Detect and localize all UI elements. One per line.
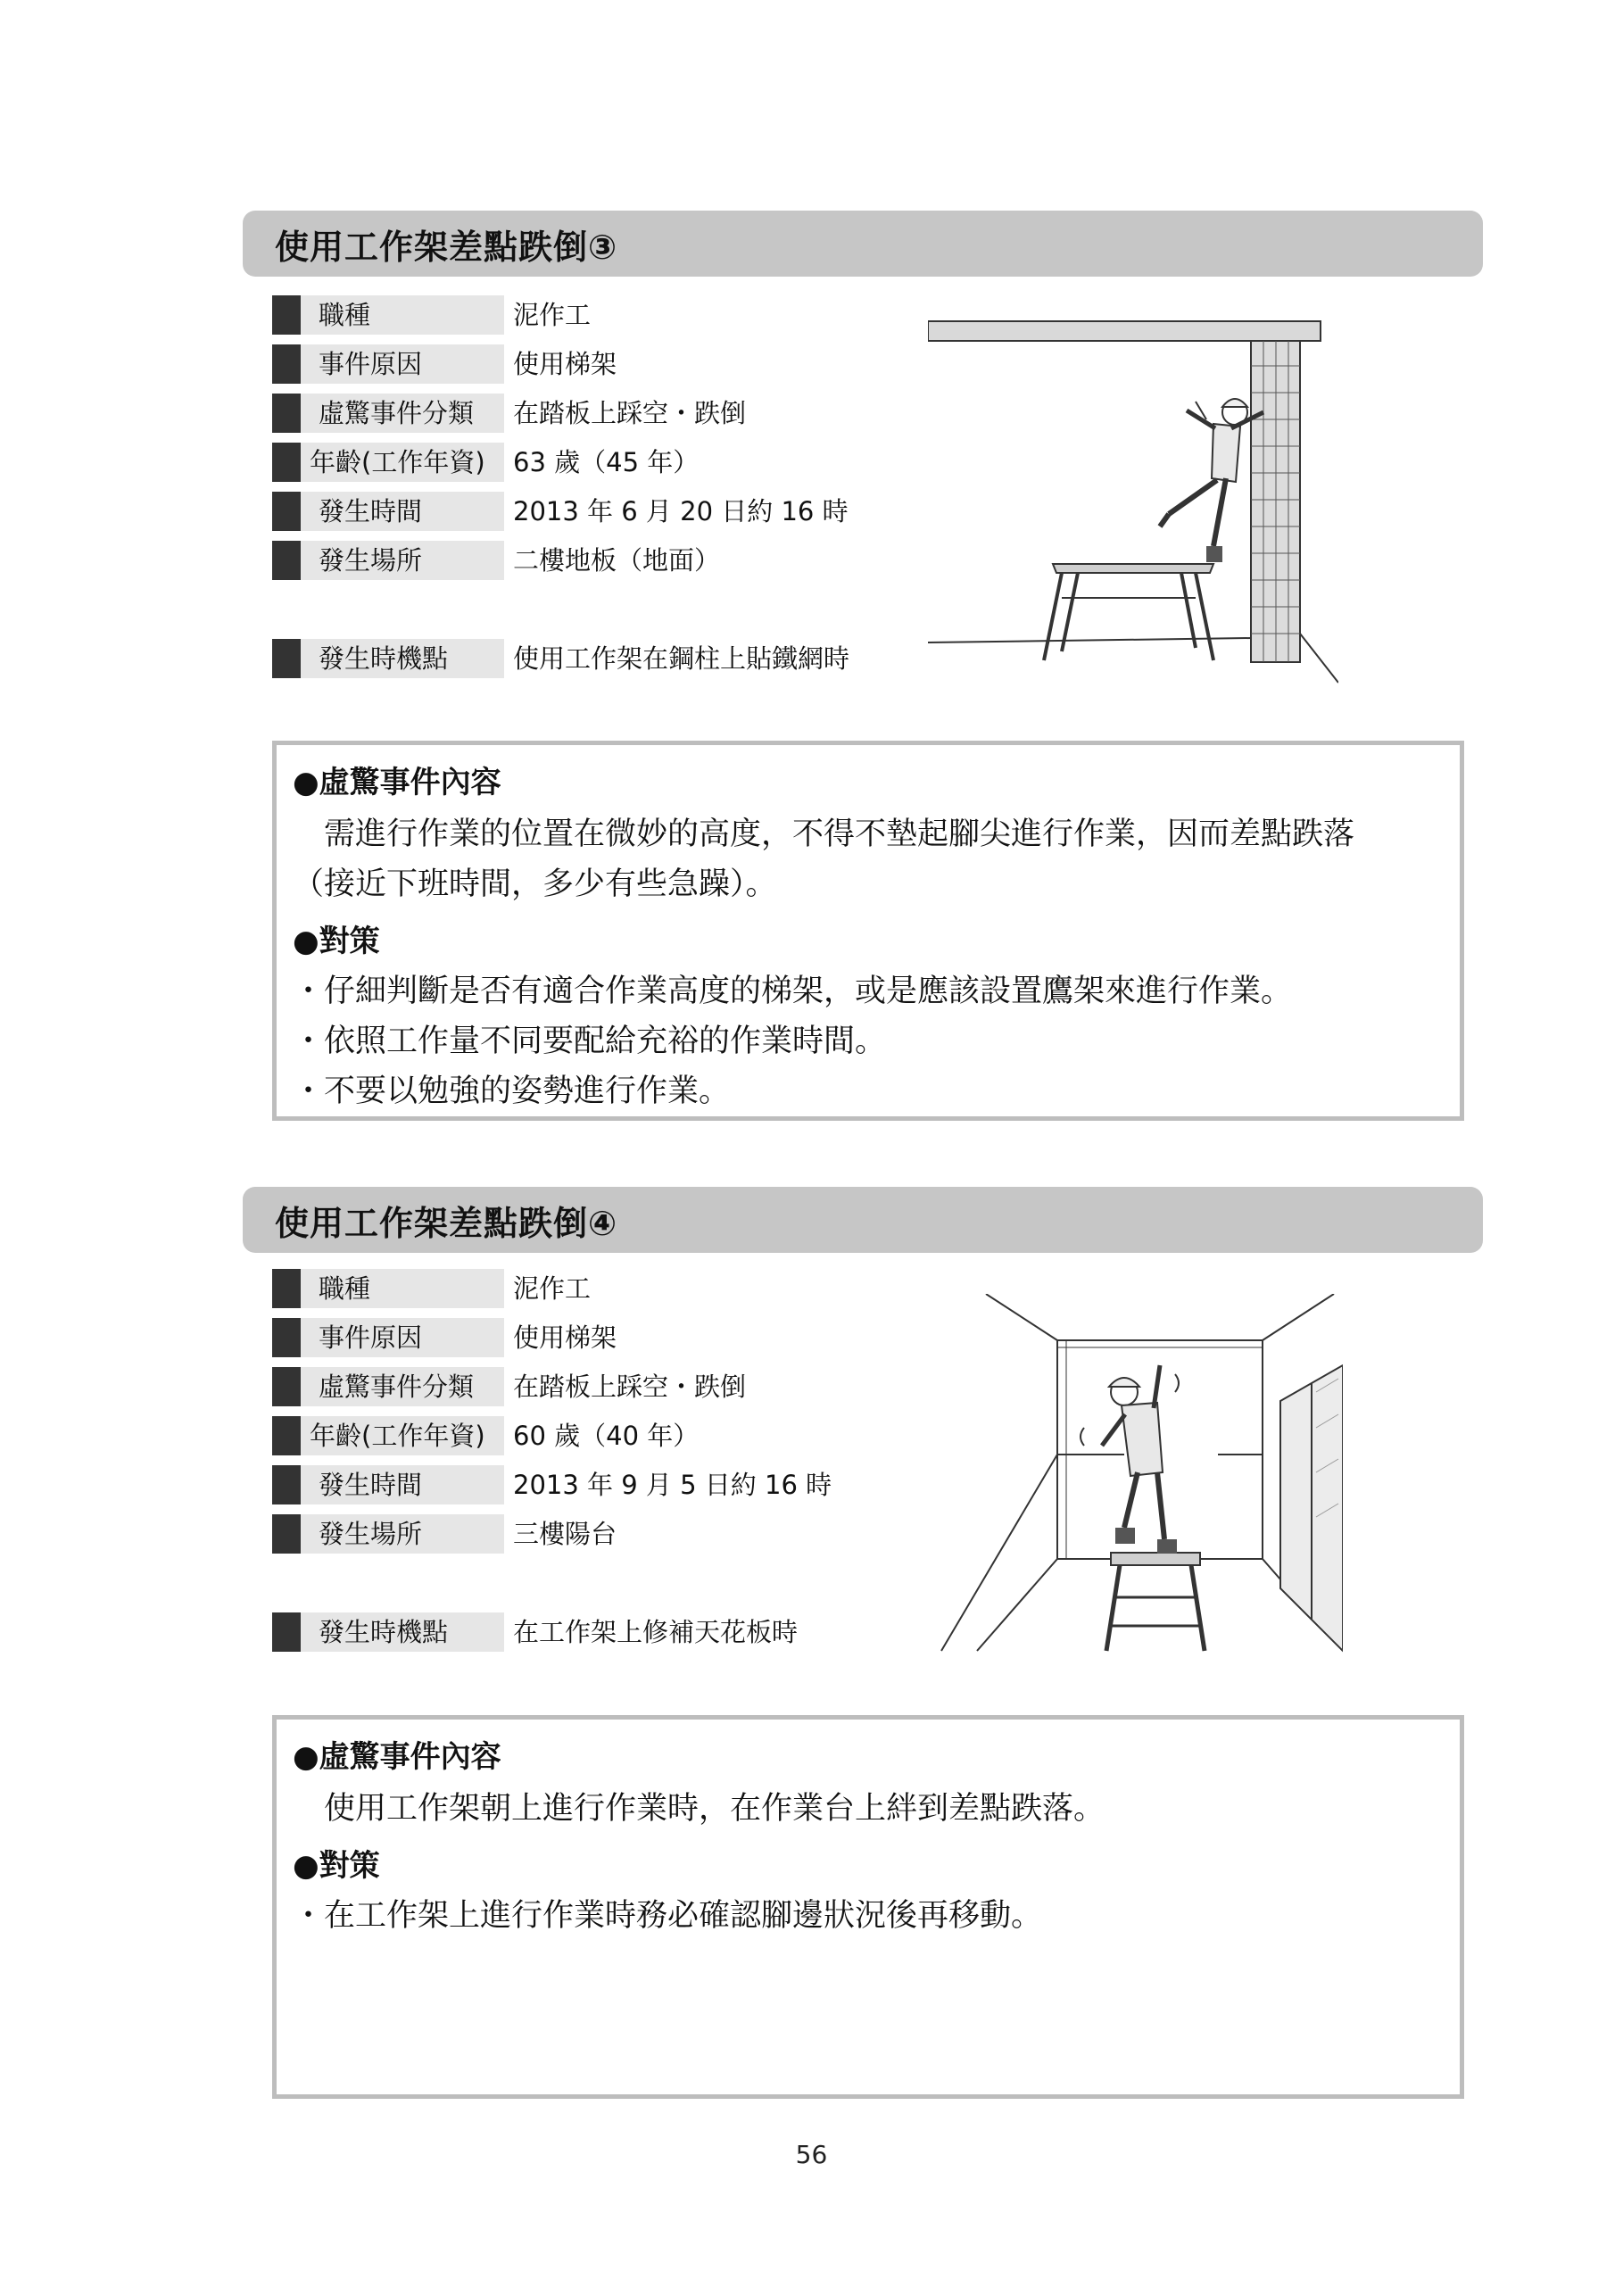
row-value: 在踏板上踩空・跌倒 [513, 398, 747, 428]
row-value: 泥作工 [513, 1273, 592, 1304]
incident-content-heading: ●虛驚事件內容 [293, 765, 501, 800]
row-marker [272, 1269, 301, 1308]
row-label: 職種 [301, 295, 504, 335]
measure-item: ・不要以勉強的姿勢進行作業。 [293, 1073, 731, 1109]
row-value: 在工作架上修補天花板時 [513, 1617, 799, 1647]
info-row-time [272, 1465, 986, 1504]
row-label: 發生場所 [301, 541, 504, 580]
row-label: 年齡(工作年資) [301, 1416, 504, 1455]
row-value: 使用梯架 [513, 1322, 617, 1353]
row-marker [272, 443, 301, 482]
info-row-time [272, 492, 986, 531]
row-value: 使用工作架在鋼柱上貼鐵網時 [513, 643, 850, 674]
row-value: 三樓陽台 [513, 1519, 617, 1549]
section-1-content-box [272, 741, 1464, 1121]
row-label: 發生時間 [301, 1465, 504, 1504]
info-row-age [272, 1416, 986, 1455]
measures-heading: ●對策 [293, 1848, 380, 1884]
row-marker [272, 1367, 301, 1406]
row-marker [272, 639, 301, 678]
info-row-place [272, 1514, 986, 1554]
section-2-title: 使用工作架差點跌倒④ [275, 1204, 618, 1243]
row-marker [272, 394, 301, 433]
info-row-moment [272, 639, 986, 678]
row-label: 發生時間 [301, 492, 504, 531]
info-row-cause [272, 344, 986, 384]
section-2-title-bar [243, 1187, 1483, 1253]
row-value: 使用梯架 [513, 349, 617, 379]
info-row-moment [272, 1612, 986, 1652]
measure-item: ・依照工作量不同要配給充裕的作業時間。 [293, 1024, 887, 1059]
info-row-age [272, 443, 986, 482]
page-number: 56 [795, 2140, 828, 2169]
row-marker [272, 541, 301, 580]
measure-item: ・仔細判斷是否有適合作業高度的梯架，或是應該設置鷹架來進行作業。 [293, 974, 1293, 1009]
row-value: 泥作工 [513, 300, 592, 330]
section-2-content-box [272, 1715, 1464, 2099]
row-label: 發生時機點 [301, 1612, 504, 1652]
info-row-category [272, 1367, 986, 1406]
measures-heading: ●對策 [293, 924, 380, 959]
row-value: 60 歲（40 年） [513, 1421, 700, 1451]
row-label: 年齡(工作年資) [301, 443, 504, 482]
section-1-title: 使用工作架差點跌倒③ [275, 228, 618, 267]
row-value: 63 歲（45 年） [513, 447, 700, 477]
illustration-worker-stumbling-on-stand [923, 1294, 1343, 1660]
info-row-place [272, 541, 986, 580]
info-row-job-type [272, 1269, 986, 1308]
info-row-cause [272, 1318, 986, 1357]
row-marker [272, 1465, 301, 1504]
row-marker [272, 1514, 301, 1554]
row-label: 發生場所 [301, 1514, 504, 1554]
illustration-worker-on-trestle-column [928, 312, 1338, 687]
incident-content-line: 需進行作業的位置在微妙的高度，不得不墊起腳尖進行作業，因而差點跌落 [293, 816, 1355, 852]
row-label: 虛驚事件分類 [301, 394, 504, 433]
row-label: 職種 [301, 1269, 504, 1308]
row-marker [272, 492, 301, 531]
row-label: 虛驚事件分類 [301, 1367, 504, 1406]
info-row-job-type [272, 295, 986, 335]
row-marker [272, 1612, 301, 1652]
row-marker [272, 1318, 301, 1357]
row-value: 2013 年 9 月 5 日約 16 時 [513, 1470, 832, 1500]
row-value: 二樓地板（地面） [513, 545, 721, 576]
row-label: 發生時機點 [301, 639, 504, 678]
info-row-category [272, 394, 986, 433]
row-value: 2013 年 6 月 20 日約 16 時 [513, 496, 849, 526]
row-label: 事件原因 [301, 344, 504, 384]
incident-content-line: （接近下班時間，多少有些急躁）。 [293, 866, 777, 902]
row-label: 事件原因 [301, 1318, 504, 1357]
section-1-title-bar [243, 211, 1483, 277]
incident-content-heading: ●虛驚事件內容 [293, 1739, 501, 1775]
incident-content-line: 使用工作架朝上進行作業時，在作業台上絆到差點跌落。 [293, 1791, 1105, 1827]
row-marker [272, 1416, 301, 1455]
row-value: 在踏板上踩空・跌倒 [513, 1372, 747, 1402]
row-marker [272, 344, 301, 384]
measure-item: ・在工作架上進行作業時務必確認腳邊狀況後再移動。 [293, 1898, 1043, 1934]
row-marker [272, 295, 301, 335]
